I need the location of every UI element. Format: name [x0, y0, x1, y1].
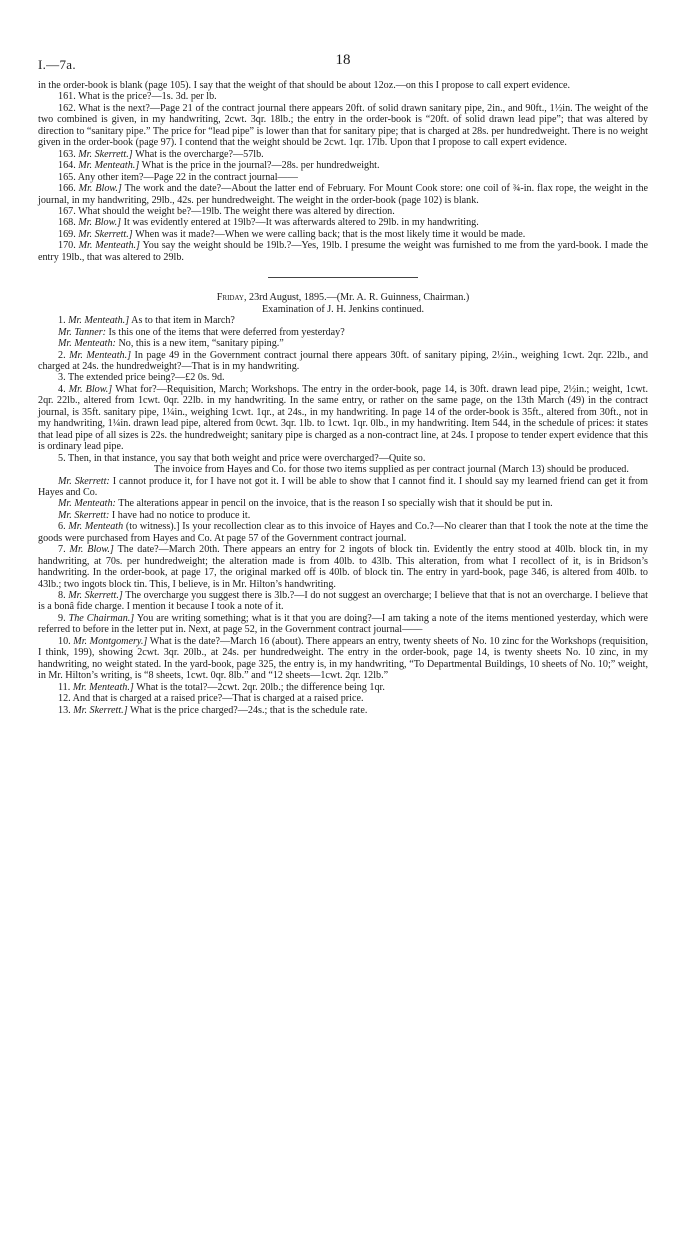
testimony-paragraph	[38, 476, 648, 499]
testimony-text: You are writing something; what is it that you are doing?—I am taking a note of the items mentioned yesterday, which were referred to before in the letter put in. Next, at page 52, in the Government contract journal——	[38, 612, 649, 636]
testimony-paragraph	[38, 693, 648, 704]
question-number: 11.	[58, 681, 71, 693]
testimony-text: As to that item in March?	[131, 315, 235, 327]
invoice-statement: The invoice from Hayes and Co. for those two items supplied as per contract journal (March 13) should be produced.	[154, 464, 629, 476]
speaker-name: Mr. Menteath	[68, 521, 124, 533]
question-number: 162.	[58, 102, 76, 114]
testimony-text: The overcharge you suggest there is 3lb.?—I do not suggest an overcharge; I believe that that is not an overcharge. I believe that is a bonâ fide charge. I mention it because I took a note of it.	[38, 590, 648, 613]
testimony-paragraph	[38, 183, 648, 206]
testimony-text: What is the overcharge?—57lb.	[135, 148, 264, 160]
testimony-paragraph	[38, 521, 648, 544]
testimony-text: I have had no notice to produce it.	[111, 509, 251, 521]
session-day: Friday	[216, 292, 244, 304]
document-body	[38, 80, 648, 716]
question-number: 9.	[58, 612, 66, 624]
question-number: 12.	[58, 693, 71, 705]
testimony-text: The date?—March 20th. There appears an entry for 2 ingots of block tin. Evidently the entry stood at 40lb. block tin, in my handwriting, at 70s. per hundredweight; the alteration made is from 40lb. to 43lb. This alteration, from what I recollect of it, is in Bridson’s handwriting. In the order-book, at page 17, the original marked off is 40lb. of block tin. The entry in yard-book, page 346, is altered from 40lb. to 43lb.; two ingots block tin. This, I believe, is in Mr. Hilton’s handwriting.	[38, 544, 648, 590]
testimony-text: And that is charged at a raised price?—That is charged at a raised price.	[72, 693, 364, 705]
section-divider	[268, 277, 418, 278]
page-number: 18	[335, 52, 351, 68]
question-number: 4.	[58, 383, 66, 395]
testimony-text: What is the price?—1s. 3d. per lb.	[78, 91, 217, 103]
speaker-name: Mr. Menteath:	[58, 498, 116, 510]
testimony-text: I cannot produce it, for I have not got it. I will be able to show that I cannot find it. I should say my learned friend can get it from Hayes and Co.	[38, 475, 648, 498]
testimony-text: (to witness).] Is your recollection clear as to this invoice of Hayes and Co.?—No clearer than that I took the note at the time the goods were purchased from Hayes and Co. At page 57 of the Government contract journal.	[38, 521, 649, 544]
testimony-paragraph	[38, 80, 648, 91]
testimony-paragraph	[38, 682, 648, 693]
testimony-text: The extended price being?—£2 0s. 9d.	[67, 372, 225, 384]
speaker-name: Mr. Skerrett.]	[73, 704, 128, 716]
speaker-name: Mr. Montgomery.]	[73, 635, 148, 647]
testimony-paragraph	[38, 453, 648, 464]
testimony-paragraph	[38, 338, 648, 349]
speaker-name: Mr. Skerrett.]	[78, 148, 133, 160]
question-number: 168.	[58, 217, 76, 229]
testimony-paragraph	[38, 229, 648, 240]
testimony-text: What should the weight be?—19lb. The weight there was altered by direction.	[78, 205, 395, 217]
question-number: 7.	[58, 544, 66, 556]
question-number: 165.	[58, 171, 76, 183]
speaker-name: Mr. Tanner:	[58, 326, 107, 338]
session-heading	[38, 292, 648, 303]
question-number: 13.	[58, 704, 71, 716]
testimony-text: You say the weight should be 19lb.?—Yes, 19lb. I presume the weight was furnished to me from the yard-book. I made the entry 19lb., that was altered to 29lb.	[38, 240, 649, 263]
testimony-paragraph	[38, 510, 648, 521]
question-number: 164.	[58, 160, 76, 172]
question-number: 170.	[58, 240, 76, 252]
testimony-paragraph	[38, 705, 648, 716]
testimony-paragraph	[38, 350, 648, 373]
testimony-paragraph	[38, 315, 648, 326]
testimony-part-3	[38, 476, 648, 717]
testimony-text: What is the total?—2cwt. 2qr. 20lb.; the difference being 1qr.	[136, 681, 385, 693]
testimony-text: The work and the date?—About the latter end of February. For Mount Cook store: one coil of ¾-in. flax rope, the weight in the journal, in my handwriting, 29lb., 42s. per hundredweight. The weight in the order-book (page 102) is blank.	[38, 183, 649, 206]
speaker-name: Mr. Menteath.]	[68, 315, 130, 327]
testimony-text: When was it made?—When we were calling back; that is the most likely time it would be made.	[135, 228, 526, 240]
testimony-paragraph	[38, 384, 648, 453]
examination-heading: Examination of J. H. Jenkins continued.	[262, 303, 424, 315]
session-date: , 23rd August, 1895.—(Mr. A. R. Guinness, Chairman.)	[243, 292, 470, 304]
testimony-paragraph	[38, 149, 648, 160]
speaker-name: Mr. Skerrett.]	[68, 590, 123, 602]
testimony-paragraph	[38, 240, 648, 263]
testimony-part-1	[38, 80, 648, 263]
speaker-name: Mr. Blow.]	[78, 217, 122, 229]
testimony-paragraph	[38, 327, 648, 338]
speaker-name: Mr. Menteath.]	[78, 160, 140, 172]
page-header	[38, 0, 648, 72]
question-number: 2.	[58, 349, 66, 361]
question-number: 161.	[58, 91, 76, 103]
question-number: 8.	[58, 590, 66, 602]
speaker-name: Mr. Menteath.]	[69, 349, 132, 361]
testimony-paragraph	[38, 172, 648, 183]
testimony-text: What is the price in the journal?—28s. per hundredweight.	[141, 160, 380, 172]
testimony-text: Is this one of the items that were deferred from yesterday?	[108, 326, 345, 338]
speaker-name: Mr. Menteath:	[58, 338, 116, 350]
speaker-name: Mr. Blow.]	[78, 183, 122, 195]
question-number: 166.	[58, 183, 76, 195]
question-number: 163.	[58, 148, 76, 160]
speaker-name: Mr. Blow.]	[68, 383, 113, 395]
question-number: 167.	[58, 205, 76, 217]
paper-reference: I.—7a.	[38, 57, 76, 72]
testimony-paragraph	[38, 498, 648, 509]
testimony-paragraph	[38, 372, 648, 383]
question-number: 10.	[58, 635, 71, 647]
speaker-name: Mr. Menteath.]	[72, 681, 134, 693]
testimony-paragraph	[38, 217, 648, 228]
testimony-paragraph	[38, 636, 648, 682]
speaker-name: Mr. Skerrett:	[58, 509, 110, 521]
testimony-text: What for?—Requisition, March; Workshops. The entry in the order-book, page 14, is 30ft. drawn lead pipe, 2½in.; weight, 1cwt. 2qr. 22lb., altered from 1cwt. 0qr. 22lb. in my handwriting. In the same entry, or rather on the same page, on the 13th March (49) in the contract journal, is 35ft. sanitary pipe, 1¼in., weighing 1cwt. 1qr., at 24s., in my handwriting. In page 14 of the order-book is 35ft., altered from 30ft., not in my handwriting, 1¼in. drawn lead pipe, altered from 0cwt. 3qr. 1lb. to 1cwt. 1qr. 0lb., in my handwriting. Item 544, in the schedule of prices: it states that lead pipe of all sizes is 22s. the hundredweight; sanitary pipe is charged as a non-contract line, at 24s. I propose to tender expert evidence that this is ordinary lead pipe.	[38, 383, 648, 453]
question-number: 3.	[58, 372, 66, 384]
testimony-text: In page 49 in the Government contract journal there appears 30ft. of sanitary piping, 2½in., weighing 1cwt. 2qr. 22lb., and charged at 24s. the hundredweight?—That is in my handwriting.	[38, 349, 649, 372]
testimony-text: What is the price charged?—24s.; that is the schedule rate.	[130, 704, 368, 716]
testimony-paragraph	[38, 91, 648, 102]
testimony-text: in the order-book is blank (page 105). I say that the weight of that should be about 12oz.—on this I propose to call expert evidence.	[38, 80, 571, 91]
testimony-paragraph	[38, 613, 648, 636]
testimony-paragraph	[38, 590, 648, 613]
testimony-text: Then, in that instance, you say that both weight and price were overcharged?—Quite so.	[67, 452, 426, 464]
speaker-name: Mr. Skerrett.]	[78, 228, 133, 240]
speaker-name: The Chairman.]	[68, 612, 135, 624]
question-number: 6.	[58, 521, 66, 533]
question-number: 1.	[58, 315, 66, 327]
speaker-name: Mr. Menteath.]	[78, 240, 140, 252]
speaker-name: Mr. Skerrett:	[58, 475, 110, 487]
testimony-text: What is the date?—March 16 (about). There appears an entry, twenty sheets of No. 10 zinc for the Workshops (requisition, I think, 199), showing 2cwt. 3qr. 20lb., at 24s. per hundredweight. The entry in the order-book, page 14, is twenty sheets No. 10 zinc, in my handwriting, no weight stated. In the yard-book, page 325, the entry is, in my handwriting, “To Departmental Buildings, 10 sheets of No. 10;” weight, in Mr. Hilton’s writing, is “8 sheets, 1cwt. 0qr. 8lb.” and “12 sheets—1cwt. 2qr. 12lb.”	[38, 635, 648, 682]
question-number: 169.	[58, 228, 76, 240]
question-number: 5.	[58, 452, 66, 464]
testimony-paragraph	[38, 103, 648, 149]
testimony-paragraph	[38, 160, 648, 171]
testimony-text: It was evidently entered at 19lb?—It was afterwards altered to 29lb. in my handwriting.	[123, 217, 479, 229]
testimony-text: The alterations appear in pencil on the invoice, that is the reason I so specially wish that it should be put in.	[118, 498, 553, 510]
testimony-text: Any other item?—Page 22 in the contract journal——	[77, 171, 298, 183]
testimony-part-2	[38, 315, 648, 464]
testimony-text: What is the next?—Page 21 of the contract journal there appears 20ft. of solid drawn sanitary pipe, 2in., and 90ft., 1½in. The weight of the two combined is given, in my handwriting, 2cwt. 3qr. 18lb.; the entry in the order-book is “20ft. of solid drawn lead pipe”; that was altered by direction to “sanitary pipe.” The price for “lead pipe” is lower than that for sanitary pipe; that is charged at 28s. per hundredweight. There is no weight given in the order-book (page 97). I contend that the weight should be 2cwt. 1qr. 17lb. Upon that I propose to call expert evidence.	[38, 102, 649, 149]
speaker-name: Mr. Blow.]	[69, 544, 114, 556]
testimony-text: No, this is a new item, “sanitary piping.”	[118, 338, 284, 350]
testimony-paragraph	[38, 206, 648, 217]
testimony-paragraph	[38, 544, 648, 590]
